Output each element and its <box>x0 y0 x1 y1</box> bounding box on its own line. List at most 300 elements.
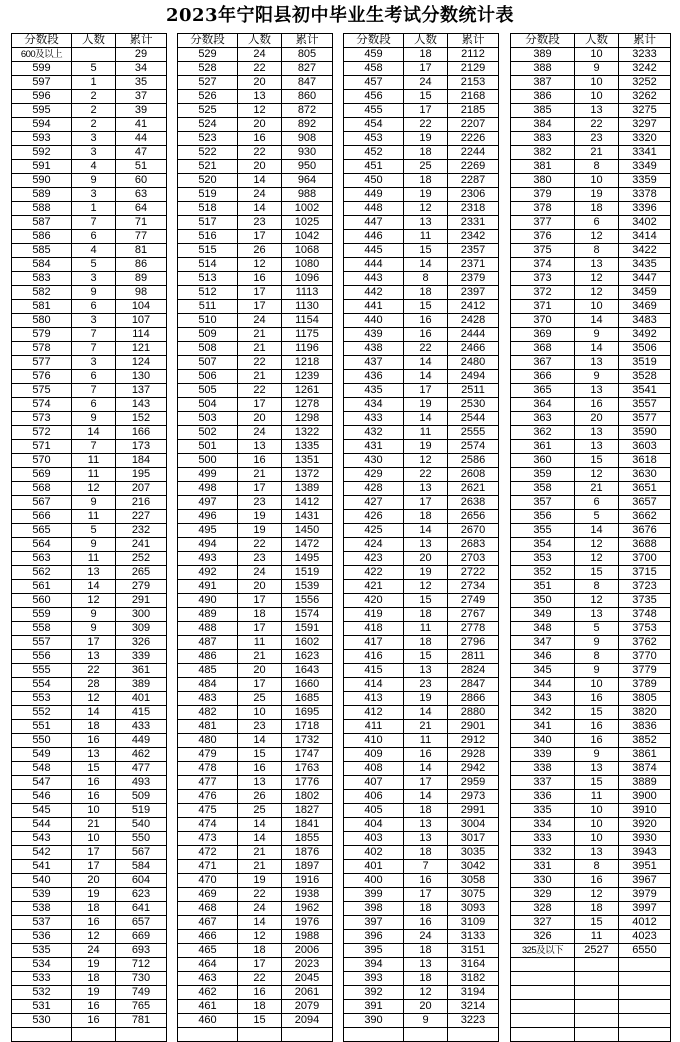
cumulative-cell: 3519 <box>619 356 671 370</box>
score-cell: 571 <box>12 440 72 454</box>
empty-cell <box>178 1028 238 1042</box>
cumulative-cell: 3435 <box>619 258 671 272</box>
cumulative-cell: 173 <box>116 440 167 454</box>
cumulative-cell: 1574 <box>282 608 333 622</box>
count-cell: 20 <box>238 160 282 174</box>
score-cell: 523 <box>178 132 238 146</box>
cumulative-cell: 1732 <box>282 734 333 748</box>
score-cell: 538 <box>12 902 72 916</box>
cumulative-cell: 3676 <box>619 524 671 538</box>
table-row <box>12 76 167 90</box>
cumulative-cell: 4023 <box>619 930 671 944</box>
score-cell: 402 <box>344 846 404 860</box>
cumulative-cell: 509 <box>116 790 167 804</box>
score-cell: 554 <box>12 678 72 692</box>
cumulative-cell: 3349 <box>619 160 671 174</box>
table-row <box>12 986 167 1000</box>
cumulative-cell: 2991 <box>448 804 499 818</box>
count-cell: 18 <box>404 174 448 188</box>
count-cell: 13 <box>575 762 619 776</box>
column-header: 分数段 <box>178 34 238 48</box>
table-row <box>12 188 167 202</box>
cumulative-cell: 232 <box>116 524 167 538</box>
table-row <box>511 930 671 944</box>
cumulative-cell: 2006 <box>282 944 333 958</box>
cumulative-cell: 2153 <box>448 76 499 90</box>
table-row <box>178 482 333 496</box>
score-cell: 469 <box>178 888 238 902</box>
score-cell: 378 <box>511 202 575 216</box>
cumulative-cell: 3723 <box>619 580 671 594</box>
table-row <box>344 104 499 118</box>
score-cell: 565 <box>12 524 72 538</box>
empty-cell <box>619 986 671 1000</box>
empty-cell <box>619 1000 671 1014</box>
score-cell: 370 <box>511 314 575 328</box>
cumulative-cell: 89 <box>116 272 167 286</box>
table-row <box>511 1028 671 1042</box>
count-cell: 12 <box>72 692 116 706</box>
score-cell: 450 <box>344 174 404 188</box>
score-cell: 562 <box>12 566 72 580</box>
cumulative-cell: 3753 <box>619 622 671 636</box>
cumulative-cell: 3836 <box>619 720 671 734</box>
score-cell: 490 <box>178 594 238 608</box>
count-cell: 14 <box>238 202 282 216</box>
cumulative-cell: 3920 <box>619 818 671 832</box>
score-cell: 395 <box>344 944 404 958</box>
table-row <box>344 1028 499 1042</box>
score-cell: 486 <box>178 650 238 664</box>
count-cell: 5 <box>72 258 116 272</box>
score-cell: 560 <box>12 594 72 608</box>
count-cell: 17 <box>238 482 282 496</box>
table-row <box>511 902 671 916</box>
table-row <box>178 930 333 944</box>
cumulative-cell: 847 <box>282 76 333 90</box>
cumulative-cell: 2796 <box>448 636 499 650</box>
count-cell: 12 <box>404 454 448 468</box>
table-row <box>178 188 333 202</box>
table-row <box>344 972 499 986</box>
count-cell: 17 <box>404 104 448 118</box>
cumulative-cell: 29 <box>116 48 167 62</box>
cumulative-cell: 3483 <box>619 314 671 328</box>
count-cell: 1 <box>72 202 116 216</box>
count-cell: 10 <box>575 174 619 188</box>
count-cell: 16 <box>575 692 619 706</box>
score-cell: 594 <box>12 118 72 132</box>
score-cell: 595 <box>12 104 72 118</box>
count-cell: 13 <box>575 608 619 622</box>
count-cell: 5 <box>575 622 619 636</box>
count-cell: 23 <box>238 496 282 510</box>
table-row <box>12 678 167 692</box>
score-cell: 502 <box>178 426 238 440</box>
table-row <box>344 1000 499 1014</box>
table-row <box>511 76 671 90</box>
count-cell: 10 <box>575 76 619 90</box>
cumulative-cell: 39 <box>116 104 167 118</box>
cumulative-cell: 730 <box>116 972 167 986</box>
score-cell: 429 <box>344 468 404 482</box>
score-cell: 564 <box>12 538 72 552</box>
cumulative-cell: 3447 <box>619 272 671 286</box>
cumulative-cell: 339 <box>116 650 167 664</box>
score-cell: 352 <box>511 566 575 580</box>
table-row <box>178 258 333 272</box>
count-cell: 17 <box>404 888 448 902</box>
count-cell: 15 <box>575 776 619 790</box>
cumulative-cell: 51 <box>116 160 167 174</box>
cumulative-cell: 3688 <box>619 538 671 552</box>
count-cell: 9 <box>575 664 619 678</box>
table-row <box>511 790 671 804</box>
table-row <box>511 202 671 216</box>
score-cell: 364 <box>511 398 575 412</box>
count-cell: 22 <box>404 468 448 482</box>
cumulative-cell: 44 <box>116 132 167 146</box>
cumulative-cell: 1196 <box>282 342 333 356</box>
table-row <box>178 720 333 734</box>
count-cell: 19 <box>72 986 116 1000</box>
score-cell: 416 <box>344 650 404 664</box>
empty-cell <box>72 1028 116 1042</box>
count-cell: 20 <box>404 1000 448 1014</box>
table-row <box>178 342 333 356</box>
score-cell: 413 <box>344 692 404 706</box>
cumulative-cell: 2331 <box>448 216 499 230</box>
cumulative-cell: 2397 <box>448 286 499 300</box>
count-cell: 4 <box>72 244 116 258</box>
column-header: 累计 <box>282 34 333 48</box>
score-cell: 476 <box>178 790 238 804</box>
count-cell: 17 <box>238 622 282 636</box>
count-cell: 16 <box>238 762 282 776</box>
count-cell: 21 <box>238 468 282 482</box>
cumulative-cell: 462 <box>116 748 167 762</box>
count-cell: 10 <box>72 804 116 818</box>
empty-cell <box>448 1028 499 1042</box>
cumulative-cell: 3214 <box>448 1000 499 1014</box>
score-cell: 421 <box>344 580 404 594</box>
score-table-4 <box>510 33 671 1042</box>
table-row <box>12 720 167 734</box>
table-row <box>12 132 167 146</box>
score-cell: 541 <box>12 860 72 874</box>
cumulative-cell: 3320 <box>619 132 671 146</box>
cumulative-cell: 2112 <box>448 48 499 62</box>
table-row <box>344 300 499 314</box>
empty-cell <box>575 1014 619 1028</box>
table-row <box>178 300 333 314</box>
count-cell: 14 <box>404 356 448 370</box>
score-cell: 581 <box>12 300 72 314</box>
score-cell: 418 <box>344 622 404 636</box>
score-cell: 407 <box>344 776 404 790</box>
table-row <box>12 832 167 846</box>
count-cell: 10 <box>575 804 619 818</box>
score-cell: 488 <box>178 622 238 636</box>
score-cell: 372 <box>511 286 575 300</box>
score-cell: 462 <box>178 986 238 1000</box>
cumulative-cell: 1855 <box>282 832 333 846</box>
count-cell: 13 <box>404 216 448 230</box>
table-row <box>511 944 671 958</box>
cumulative-cell: 2494 <box>448 370 499 384</box>
table-row <box>344 146 499 160</box>
count-cell: 22 <box>238 972 282 986</box>
cumulative-cell: 2480 <box>448 356 499 370</box>
table-row <box>511 706 671 720</box>
table-row <box>344 930 499 944</box>
table-row <box>12 636 167 650</box>
count-cell: 7 <box>72 328 116 342</box>
score-cell: 383 <box>511 132 575 146</box>
cumulative-cell: 872 <box>282 104 333 118</box>
table-row <box>12 62 167 76</box>
table-row <box>12 160 167 174</box>
table-row <box>12 664 167 678</box>
cumulative-cell: 1539 <box>282 580 333 594</box>
count-cell: 16 <box>238 454 282 468</box>
score-cell: 333 <box>511 832 575 846</box>
table-row <box>344 986 499 1000</box>
cumulative-cell: 1278 <box>282 398 333 412</box>
table-row <box>178 874 333 888</box>
count-cell: 16 <box>404 314 448 328</box>
score-cell: 434 <box>344 398 404 412</box>
cumulative-cell: 3058 <box>448 874 499 888</box>
table-row <box>178 958 333 972</box>
cumulative-cell: 3422 <box>619 244 671 258</box>
count-cell: 16 <box>404 328 448 342</box>
count-cell: 2 <box>72 118 116 132</box>
cumulative-cell: 1827 <box>282 804 333 818</box>
cumulative-cell: 988 <box>282 188 333 202</box>
cumulative-cell: 3035 <box>448 846 499 860</box>
table-row <box>178 986 333 1000</box>
count-cell: 17 <box>238 678 282 692</box>
score-cell: 589 <box>12 188 72 202</box>
table-row <box>344 90 499 104</box>
score-cell: 493 <box>178 552 238 566</box>
score-cell: 385 <box>511 104 575 118</box>
score-cell: 459 <box>344 48 404 62</box>
table-row <box>511 650 671 664</box>
count-cell: 15 <box>404 594 448 608</box>
table-row <box>12 496 167 510</box>
column-header: 累计 <box>619 34 671 48</box>
cumulative-cell: 1335 <box>282 440 333 454</box>
table-row <box>178 804 333 818</box>
count-cell: 19 <box>404 692 448 706</box>
cumulative-cell: 550 <box>116 832 167 846</box>
cumulative-cell: 908 <box>282 132 333 146</box>
table-row <box>12 790 167 804</box>
table-header-row <box>178 34 333 48</box>
table-row <box>12 846 167 860</box>
count-cell: 20 <box>238 118 282 132</box>
table-row <box>178 90 333 104</box>
cumulative-cell: 2168 <box>448 90 499 104</box>
table-row <box>511 370 671 384</box>
table-row <box>344 622 499 636</box>
count-cell: 22 <box>238 888 282 902</box>
count-cell: 2527 <box>575 944 619 958</box>
count-cell: 13 <box>575 104 619 118</box>
cumulative-cell: 2318 <box>448 202 499 216</box>
cumulative-cell: 3359 <box>619 174 671 188</box>
score-cell: 368 <box>511 342 575 356</box>
score-cell: 412 <box>344 706 404 720</box>
score-cell: 516 <box>178 230 238 244</box>
score-cell: 464 <box>178 958 238 972</box>
count-cell: 15 <box>575 566 619 580</box>
score-cell: 491 <box>178 580 238 594</box>
score-cell: 428 <box>344 482 404 496</box>
table-row <box>344 118 499 132</box>
score-cell: 346 <box>511 650 575 664</box>
count-cell: 1 <box>72 76 116 90</box>
score-cell: 494 <box>178 538 238 552</box>
cumulative-cell: 1261 <box>282 384 333 398</box>
count-cell: 14 <box>575 314 619 328</box>
cumulative-cell: 3402 <box>619 216 671 230</box>
table-row <box>12 566 167 580</box>
score-cell: 561 <box>12 580 72 594</box>
cumulative-cell: 3194 <box>448 986 499 1000</box>
cumulative-cell: 3262 <box>619 90 671 104</box>
score-cell: 376 <box>511 230 575 244</box>
cumulative-cell: 1962 <box>282 902 333 916</box>
table-row <box>12 48 167 62</box>
score-cell: 451 <box>344 160 404 174</box>
count-cell: 12 <box>575 888 619 902</box>
table-row <box>178 1014 333 1028</box>
cumulative-cell: 1154 <box>282 314 333 328</box>
table-row <box>178 762 333 776</box>
table-row <box>178 118 333 132</box>
table-row <box>344 916 499 930</box>
cumulative-cell: 3297 <box>619 118 671 132</box>
table-row <box>12 90 167 104</box>
score-cell: 387 <box>511 76 575 90</box>
score-cell: 350 <box>511 594 575 608</box>
table-row <box>178 608 333 622</box>
count-cell: 16 <box>575 398 619 412</box>
table-row <box>12 370 167 384</box>
score-cell: 536 <box>12 930 72 944</box>
table-row <box>344 202 499 216</box>
score-cell: 449 <box>344 188 404 202</box>
cumulative-cell: 3762 <box>619 636 671 650</box>
count-cell: 13 <box>404 832 448 846</box>
cumulative-cell: 86 <box>116 258 167 272</box>
table-row <box>344 580 499 594</box>
count-cell: 13 <box>404 538 448 552</box>
count-cell: 15 <box>72 762 116 776</box>
score-cell: 389 <box>511 48 575 62</box>
table-row <box>178 230 333 244</box>
count-cell: 22 <box>404 342 448 356</box>
column-header: 累计 <box>116 34 167 48</box>
count-cell: 19 <box>404 566 448 580</box>
cumulative-cell: 3700 <box>619 552 671 566</box>
empty-cell <box>619 1028 671 1042</box>
count-cell: 17 <box>238 300 282 314</box>
score-cell: 386 <box>511 90 575 104</box>
score-cell: 349 <box>511 608 575 622</box>
cumulative-cell: 1916 <box>282 874 333 888</box>
count-cell: 19 <box>72 888 116 902</box>
count-cell: 13 <box>238 776 282 790</box>
score-cell: 567 <box>12 496 72 510</box>
table-row <box>344 188 499 202</box>
count-cell: 11 <box>404 734 448 748</box>
cumulative-cell: 657 <box>116 916 167 930</box>
score-cell: 509 <box>178 328 238 342</box>
score-cell: 600及以上 <box>12 48 72 62</box>
table-row <box>511 384 671 398</box>
table-row <box>178 146 333 160</box>
count-cell: 20 <box>404 552 448 566</box>
cumulative-cell: 124 <box>116 356 167 370</box>
cumulative-cell: 1988 <box>282 930 333 944</box>
cumulative-cell: 3618 <box>619 454 671 468</box>
cumulative-cell: 60 <box>116 174 167 188</box>
count-cell: 8 <box>575 580 619 594</box>
table-row <box>12 594 167 608</box>
table-row <box>178 538 333 552</box>
table-row <box>12 902 167 916</box>
table-row <box>12 692 167 706</box>
cumulative-cell: 1897 <box>282 860 333 874</box>
table-row <box>12 216 167 230</box>
score-cell: 404 <box>344 818 404 832</box>
table-row <box>178 48 333 62</box>
count-cell: 9 <box>575 328 619 342</box>
cumulative-cell: 3042 <box>448 860 499 874</box>
count-cell: 13 <box>575 258 619 272</box>
table-row <box>344 832 499 846</box>
table-row <box>12 258 167 272</box>
cumulative-cell: 3414 <box>619 230 671 244</box>
cumulative-cell: 300 <box>116 608 167 622</box>
table-row <box>511 622 671 636</box>
score-cell: 362 <box>511 426 575 440</box>
count-cell: 21 <box>404 720 448 734</box>
count-cell: 17 <box>404 776 448 790</box>
score-cell: 525 <box>178 104 238 118</box>
score-cell: 539 <box>12 888 72 902</box>
empty-cell <box>116 1028 167 1042</box>
score-cell: 551 <box>12 720 72 734</box>
table-row <box>178 76 333 90</box>
score-cell: 335 <box>511 804 575 818</box>
count-cell: 6 <box>72 230 116 244</box>
score-cell: 497 <box>178 496 238 510</box>
score-cell: 526 <box>178 90 238 104</box>
count-cell: 15 <box>238 1014 282 1028</box>
table-row <box>344 594 499 608</box>
count-cell: 9 <box>575 62 619 76</box>
score-cell: 552 <box>12 706 72 720</box>
count-cell: 22 <box>72 664 116 678</box>
count-cell: 13 <box>575 440 619 454</box>
count-cell: 24 <box>404 76 448 90</box>
table-row <box>511 916 671 930</box>
